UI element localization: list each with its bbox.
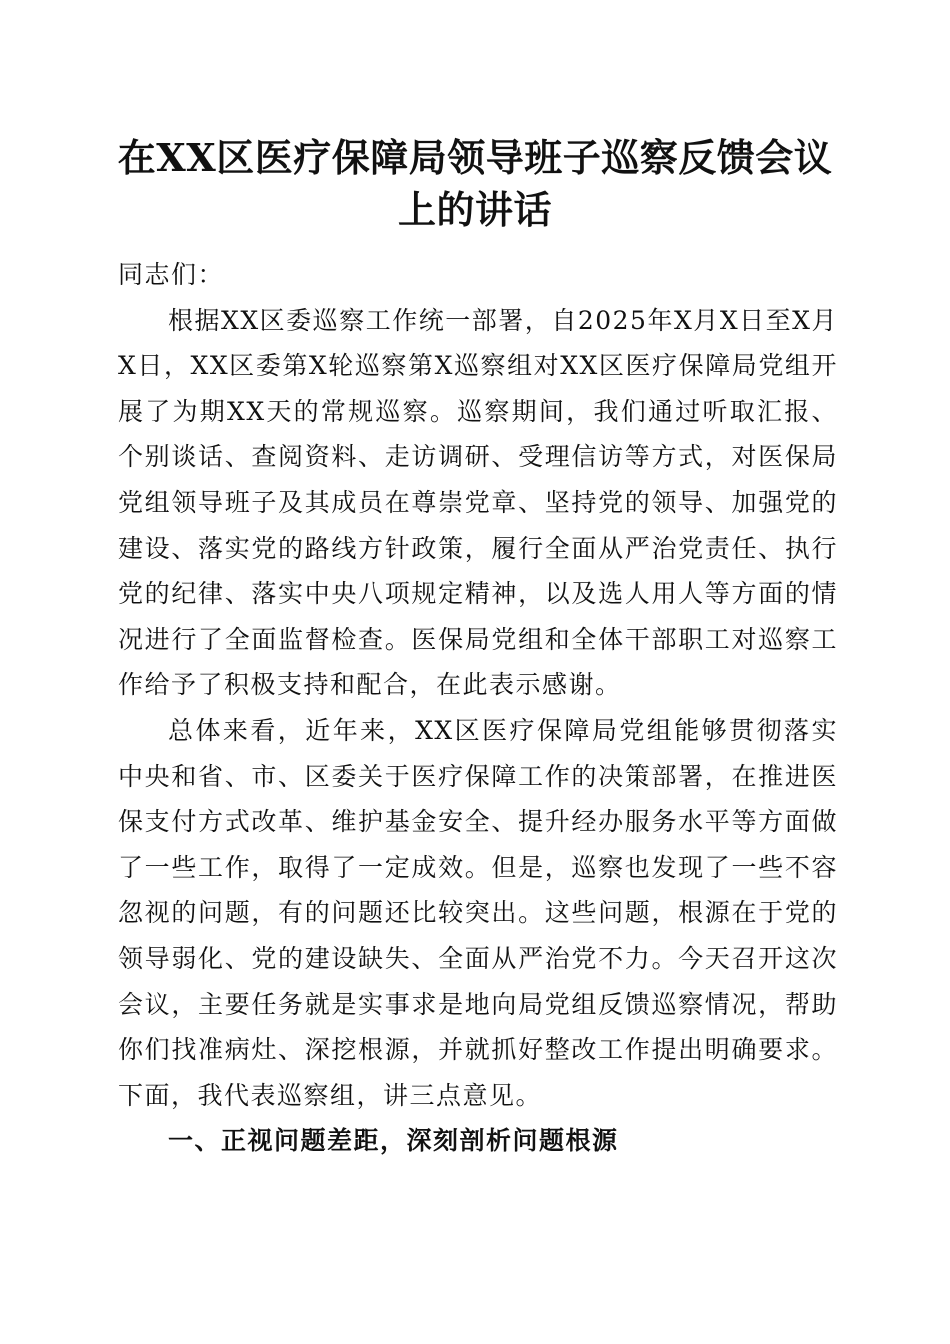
document-title: 在XX区医疗保障局领导班子巡察反馈会议上的讲话 [117, 135, 833, 232]
document-body [118, 252, 838, 1164]
paragraph-2: 总体来看，近年来，XX区医疗保障局党组能够贯彻落实中央和省、市、区委关于医疗保障工作的决策部署，在推进医保支付方式改革、维护基金安全、提升经办服务水平等方面做了一些工作，取得了一定成效。但是，巡察也发现了一些不容忽视的问题，有的问题还比较突出。这些问题，根源在于党的领导弱化、党的建设缺失、全面从严治党不力。今天召开这次会议，主要任务就是实事求是地向局党组反馈巡察情况，帮助你们找准病灶、深挖根源，并就抓好整改工作提出明确要求。下面，我代表巡察组，讲三点意见。 [118, 715, 838, 1110]
paragraph-1: 根据XX区委巡察工作统一部署，自2025年X月X日至X月X日，XX区委第X轮巡察第X巡察组对XX区医疗保障局党组开展了为期XX天的常规巡察。巡察期间，我们通过听取汇报、个别谈话、查阅资料、走访调研、受理信访等方式，对医保局党组领导班子及其成员在尊崇党章、坚持党的领导、加强党的建设、落实党的路线方针政策，履行全面从严治党责任、执行党的纪律、落实中央八项规定精神，以及选人用人等方面的情况进行了全面监督检查。医保局党组和全体干部职工对巡察工作给予了积极支持和配合，在此表示感谢。 [118, 305, 838, 700]
section-heading: 一、正视问题差距，深刻剖析问题根源 [168, 1126, 619, 1156]
salutation: 同志们： [118, 260, 225, 289]
